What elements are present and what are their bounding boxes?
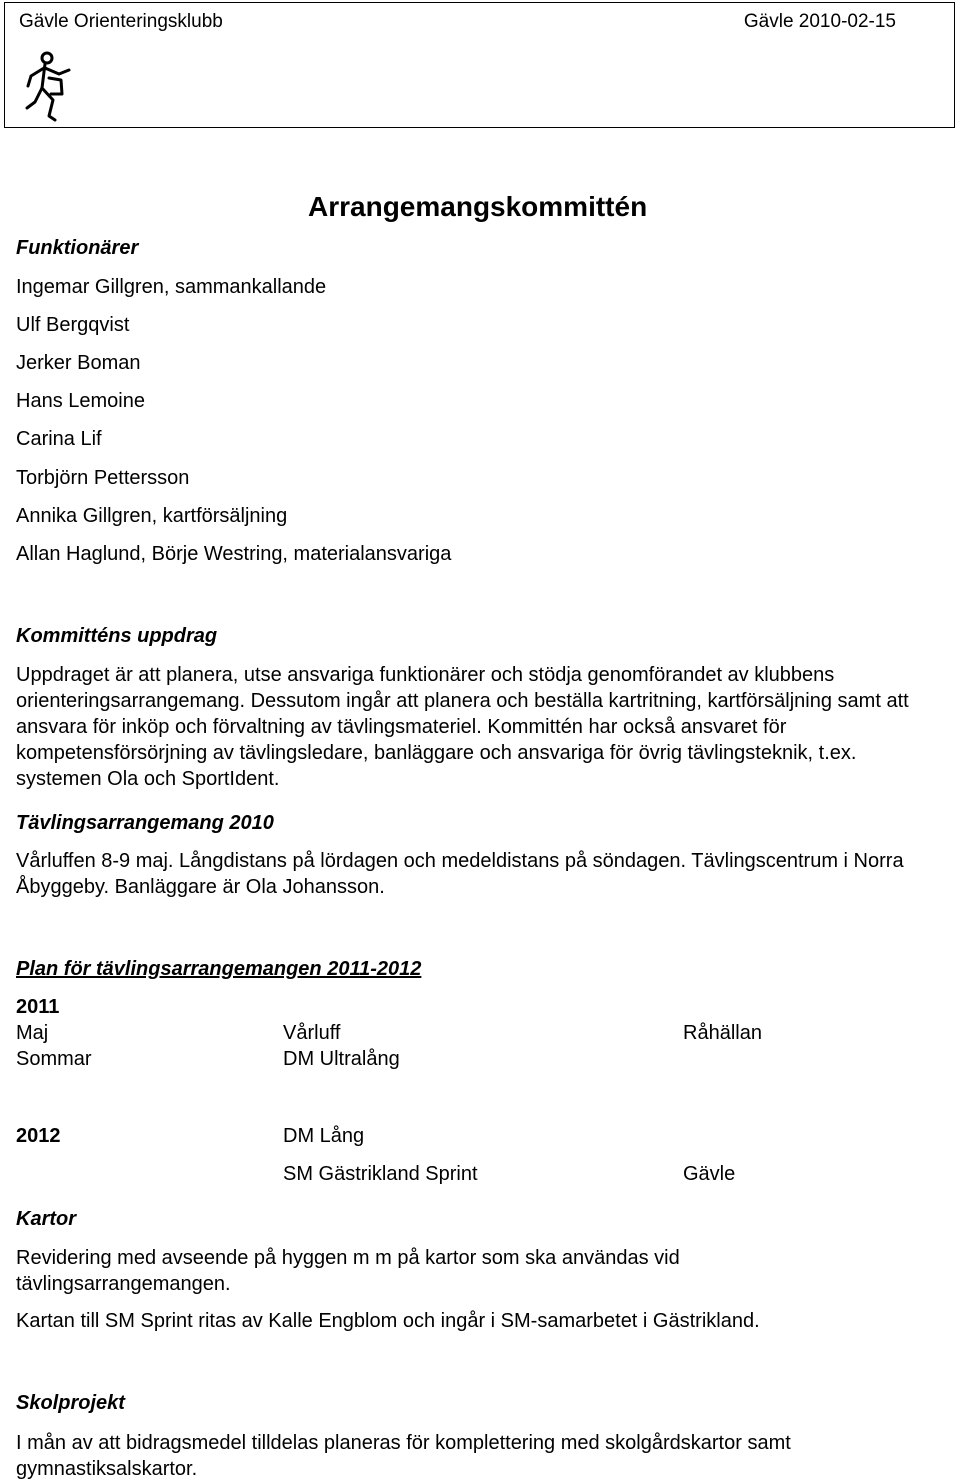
funktionar-item: Hans Lemoine (16, 390, 145, 412)
funktionar-item: Jerker Boman (16, 352, 141, 374)
club-name: Gävle Orienteringsklubb (19, 11, 223, 32)
funktionarer-heading: Funktionärer (16, 237, 139, 259)
plan-row-when: Maj (16, 1022, 49, 1044)
funktionar-item: Ingemar Gillgren, sammankallande (16, 276, 327, 298)
funktionar-item: Ulf Bergqvist (16, 314, 130, 336)
place-date: Gävle 2010-02-15 (743, 11, 896, 32)
kartor-text-2: Kartan till SM Sprint ritas av Kalle Engblom och ingår i SM-samarbetet i Gästrikland. (16, 1310, 760, 1332)
funktionar-item: Carina Lif (16, 428, 102, 450)
funktionar-item: Torbjörn Pettersson (16, 467, 190, 489)
funktionar-item: Annika Gillgren, kartförsäljning (16, 505, 288, 527)
plan-row-place: Gävle (683, 1163, 736, 1185)
page-title: Arrangemangskommittén (308, 191, 648, 222)
funktionar-item: Allan Haglund, Börje Westring, materialansvariga (16, 543, 452, 565)
kartor-text-1: Revidering med avseende på hyggen m m på kartor som ska användas vid tävlingsarrangemangen. (16, 1247, 680, 1295)
uppdrag-text: Uppdraget är att planera, utse ansvariga funktionärer och stödja genomförandet av klubbens orienteringsarrangemang. Dessutom ingår att planera och beställa kartritning, kartförsäljning samt att ansvara för inköp och förvaltning av tävlingsmateriel. Kommittén har också ansvaret för kompetensförsörjning av tävlingsledare, banläggare och ansvariga för övrig tävlingsteknik, t.ex. systemen Ola och SportIdent. (16, 664, 909, 790)
tavling2010-text: Vårluffen 8-9 maj. Långdistans på lördagen och medeldistans på söndagen. Tävlingscentrum i Norra Åbyggeby. Banläggare är Ola Johansson. (16, 850, 904, 898)
plan-row-event: DM Ultralång (283, 1048, 400, 1070)
plan-heading: Plan för tävlingsarrangemangen 2011-2012 (16, 958, 422, 980)
plan-row-place: Råhällan (683, 1022, 762, 1044)
plan-year-2012: 2012 (16, 1125, 61, 1147)
runner-logo-icon (25, 50, 75, 128)
plan-row-when: Sommar (16, 1048, 92, 1070)
header-box (4, 2, 955, 128)
plan-row-event: Vårluff (283, 1022, 341, 1044)
plan-year-2011: 2011 (16, 996, 60, 1018)
skolprojekt-text: I mån av att bidragsmedel tilldelas planeras för komplettering med skolgårdskartor samt gymnastiksalskartor. (16, 1432, 791, 1480)
skolprojekt-heading: Skolprojekt (16, 1392, 125, 1414)
kartor-heading: Kartor (16, 1208, 77, 1230)
uppdrag-heading: Kommitténs uppdrag (16, 625, 218, 647)
plan-row-event: DM Lång (283, 1125, 365, 1147)
plan-row-event: SM Gästrikland Sprint (283, 1163, 478, 1185)
tavling2010-heading: Tävlingsarrangemang 2010 (16, 812, 274, 834)
